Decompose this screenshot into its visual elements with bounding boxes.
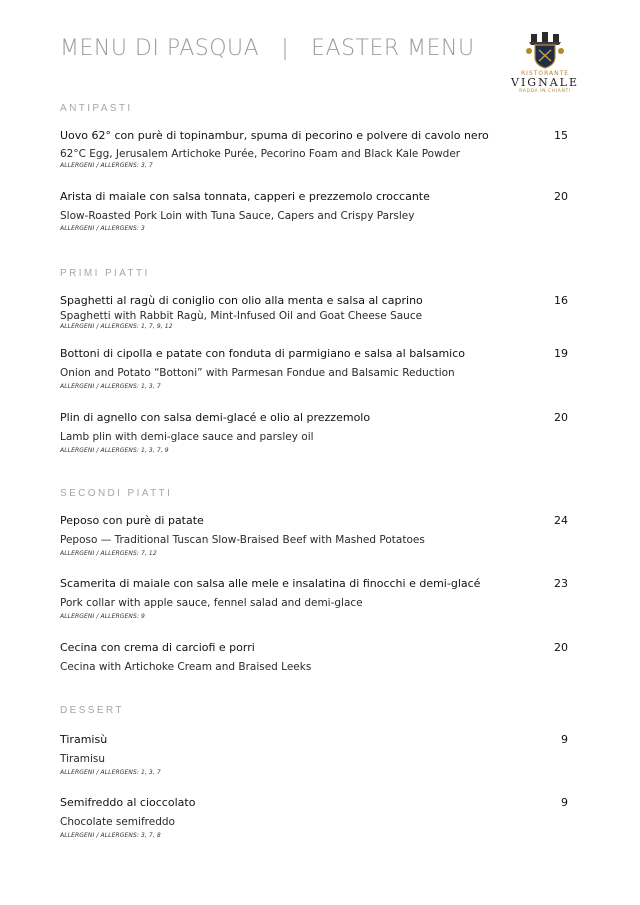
dish-name-english: Tiramisu [60,753,106,765]
menu-item [60,294,570,330]
allergens: ALLERGENI / ALLERGENS: 1, 3, 7 [60,769,161,776]
allergens: ALLERGENI / ALLERGENS: 3, 7 [60,162,153,169]
menu-item [60,347,570,390]
allergens: ALLERGENI / ALLERGENS: 3 [60,225,145,232]
dish-name-english: Lamb plin with demi-glace sauce and parsley oil [60,431,314,443]
logo-pretitle: RISTORANTE [520,70,570,77]
price: 9 [561,796,568,809]
dish-name-english: Chocolate semifreddo [60,816,175,828]
restaurant-logo [508,30,582,94]
menu-item [60,190,570,232]
dish-name-italian: Arista di maiale con salsa tonnata, capperi e prezzemolo croccante [60,190,430,203]
menu-item [60,733,570,776]
dish-name-italian: Semifreddo al cioccolato [60,796,196,809]
dish-name-english: Pork collar with apple sauce, fennel salad and demi-glace [60,597,363,609]
dish-name-italian: Peposo con purè di patate [60,514,204,527]
dish-name-english: 62°C Egg, Jerusalem Artichoke Purée, Pecorino Foam and Black Kale Powder [60,148,461,160]
title-italian: MENU DI PASQUA [60,36,260,61]
menu-item [60,796,570,839]
menu-item [60,514,570,557]
price: 15 [554,129,568,142]
menu-item [60,129,570,169]
menu-item [60,577,570,620]
dish-name-italian: Spaghetti al ragù di coniglio con olio alla menta e salsa al caprino [60,294,423,307]
menu-title [60,36,475,61]
logo-subtitle: RADDA IN CHIANTI [519,89,571,94]
dish-name-english: Spaghetti with Rabbit Ragù, Mint-Infused Oil and Goat Cheese Sauce [60,310,423,322]
price: 24 [554,514,568,527]
dish-name-english: Slow-Roasted Pork Loin with Tuna Sauce, Capers and Crispy Parsley [60,210,415,222]
section-heading-secondi: SECONDI PIATTI [60,488,173,499]
price: 20 [554,641,568,654]
dish-name-english: Onion and Potato “Bottoni” with Parmesan Fondue and Balsamic Reduction [60,367,455,379]
menu-item [60,641,570,674]
allergens: ALLERGENI / ALLERGENS: 1, 7, 9, 12 [60,323,173,330]
crest-icon [525,30,565,70]
allergens: ALLERGENI / ALLERGENS: 1, 3, 7 [60,383,161,390]
menu-item [60,411,570,454]
allergens: ALLERGENI / ALLERGENS: 3, 7, 8 [60,832,161,839]
allergens: ALLERGENI / ALLERGENS: 7, 12 [60,550,157,557]
price: 20 [554,190,568,203]
section-heading-dessert: DESSERT [60,705,124,716]
price: 16 [554,294,568,307]
allergens: ALLERGENI / ALLERGENS: 1, 3, 7, 9 [60,447,169,454]
dish-name-italian: Scamerita di maiale con salsa alle mele e insalatina di finocchi e demi-glacé [60,577,481,590]
title-english: EASTER MENU [311,36,475,61]
allergens: ALLERGENI / ALLERGENS: 9 [60,613,145,620]
dish-name-english: Cecina with Artichoke Cream and Braised Leeks [60,661,312,673]
dish-name-italian: Tiramisù [60,733,108,746]
section-heading-antipasti: ANTIPASTI [60,103,133,114]
dish-name-italian: Bottoni di cipolla e patate con fonduta di parmigiano e salsa al balsamico [60,347,465,360]
dish-name-italian: Uovo 62° con purè di topinambur, spuma di pecorino e polvere di cavolo nero [60,129,489,142]
dish-name-english: Peposo — Traditional Tuscan Slow-Braised Beef with Mashed Potatoes [60,534,425,546]
logo-name: VIGNALE [511,76,579,89]
dish-name-italian: Cecina con crema di carciofi e porri [60,641,255,654]
price: 23 [554,577,568,590]
dish-name-italian: Plin di agnello con salsa demi-glacé e olio al prezzemolo [60,411,371,424]
section-heading-primi: PRIMI PIATTI [60,268,150,279]
price: 20 [554,411,568,424]
price: 19 [554,347,568,360]
price: 9 [561,733,568,746]
title-separator: | [281,36,290,61]
